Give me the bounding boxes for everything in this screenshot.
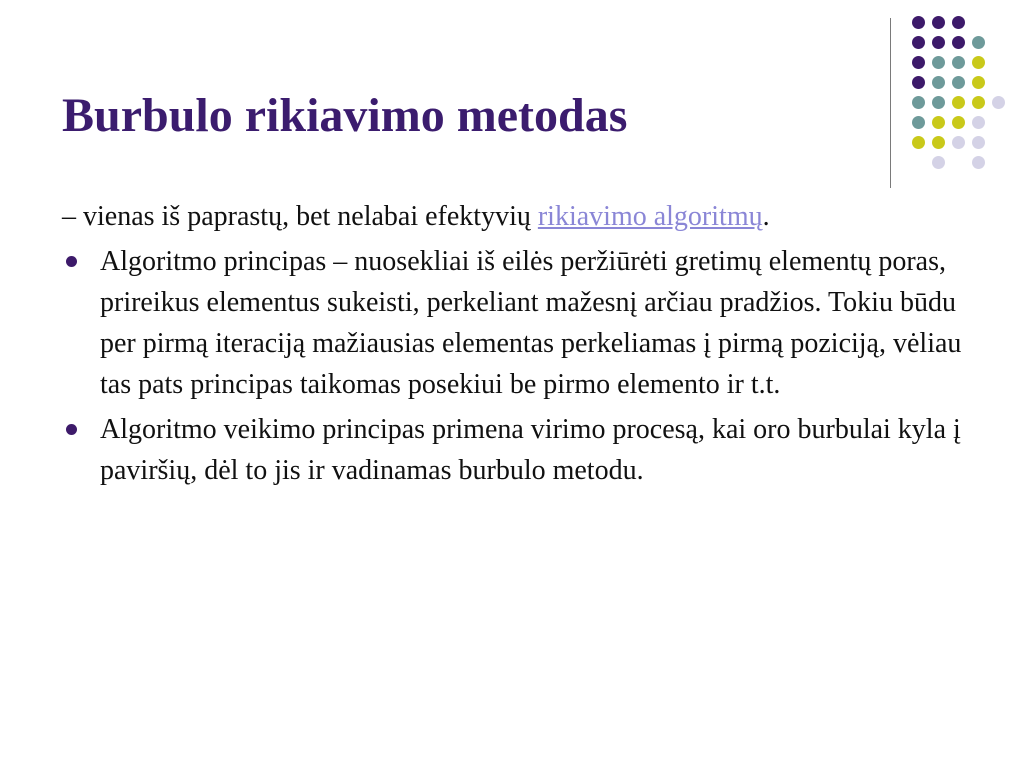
decor-dot <box>972 96 985 109</box>
bullet-text: Algoritmo veikimo principas primena virimo procesą, kai oro burbulai kyla į paviršių, dėl to jis ir vadinamas burbulo metodu. <box>100 414 961 486</box>
decor-dot <box>932 16 945 29</box>
intro-line <box>62 196 962 237</box>
decor-dot <box>972 136 985 149</box>
decor-dot <box>932 56 945 69</box>
decor-dot <box>912 116 925 129</box>
decor-dot <box>972 56 985 69</box>
decor-dot <box>912 56 925 69</box>
decor-dot <box>972 76 985 89</box>
decor-dot <box>952 96 965 109</box>
bullet-item <box>62 409 962 491</box>
decor-dot <box>952 16 965 29</box>
decor-dot <box>932 96 945 109</box>
decor-dot <box>992 96 1005 109</box>
bullet-icon <box>66 424 77 435</box>
decor-dot <box>972 36 985 49</box>
decor-dot <box>912 36 925 49</box>
bullet-icon <box>66 256 77 267</box>
decor-dot <box>952 76 965 89</box>
decor-dot <box>972 116 985 129</box>
decor-dot <box>952 116 965 129</box>
decor-dot <box>932 156 945 169</box>
decor-dot <box>932 36 945 49</box>
algorithms-link[interactable]: rikiavimo algoritmų <box>537 201 763 232</box>
intro-prefix: – vienas iš paprastų, bet nelabai efektyvių <box>62 201 538 232</box>
decor-dot <box>932 136 945 149</box>
decor-dot <box>972 156 985 169</box>
bullet-text: Algoritmo principas – nuosekliai iš eilės peržiūrėti gretimų elementų poras, prireikus elementus sukeisti, perkeliant mažesnį arčiau pradžios. Tokiu būdu per pirmą iteraciją mažiausias elementas perkeliamas į pirmą poziciją, vėliau tas pats principas taikomas posekiui be pirmo elemento ir t.t. <box>100 246 962 400</box>
decor-dot <box>952 36 965 49</box>
decor-dot <box>912 16 925 29</box>
decor-dot <box>932 116 945 129</box>
bullet-item <box>62 241 962 405</box>
slide-body <box>62 196 962 495</box>
decor-dot <box>932 76 945 89</box>
decor-dot <box>912 96 925 109</box>
decor-dot <box>912 136 925 149</box>
decor-dot <box>952 56 965 69</box>
decor-dot <box>912 76 925 89</box>
slide-title: Burbulo rikiavimo metodas <box>62 89 628 142</box>
decor-dot <box>952 136 965 149</box>
intro-suffix: . <box>762 201 770 232</box>
